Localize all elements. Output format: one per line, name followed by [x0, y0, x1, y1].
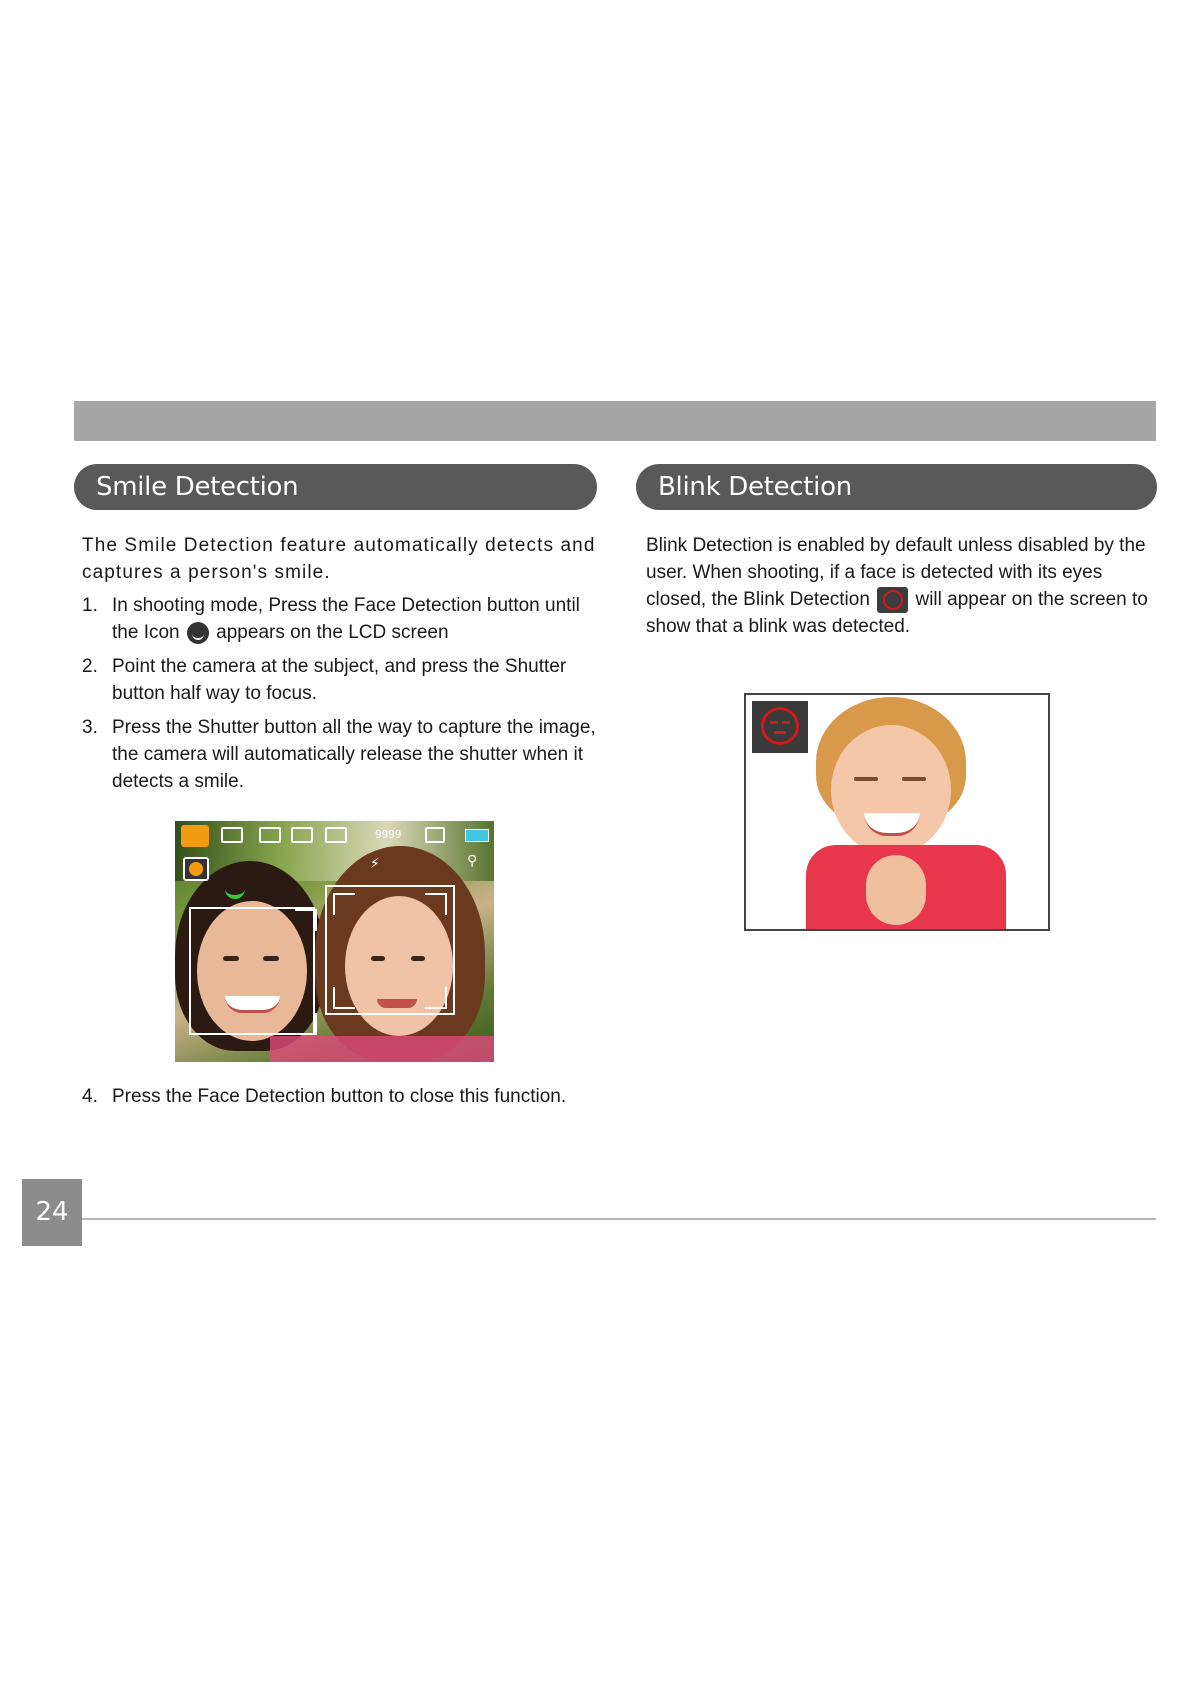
smile-intro: The Smile Detection feature automatically detects and captures a person's smile.: [82, 535, 596, 583]
step-number: 2.: [82, 656, 98, 677]
step-number: 4.: [82, 1086, 98, 1107]
blink-text-part: will appear on the screen to show that a blink was detected.: [646, 589, 1148, 637]
smile-mode-icon: [183, 857, 209, 881]
step-number: 3.: [82, 717, 98, 738]
memory-card-icon: [425, 827, 445, 843]
blink-description: [646, 532, 1156, 640]
step-text: In shooting mode, Press the Face Detection button until the Icon: [112, 595, 580, 643]
smile-section: [82, 532, 597, 802]
blink-example-photo: [744, 693, 1050, 931]
flash-icon: ⚡: [370, 853, 380, 872]
blink-text-part: Blink Detection is enabled by default unless disabled by the user. When shooting, if a face is detected with its eyes closed, the Blink Detection: [646, 535, 1146, 610]
header-band: [74, 401, 1156, 441]
resolution-icon: [291, 827, 313, 843]
step-text: Press the Face Detection button to close this function.: [112, 1086, 567, 1107]
smile-steps-cont: [82, 1083, 597, 1110]
list-item: [82, 592, 597, 646]
camera-lcd-photo: [175, 821, 494, 1062]
quality-icon: [325, 827, 347, 843]
blink-detection-icon: [877, 587, 908, 613]
step-number: 1.: [82, 595, 98, 616]
metering-icon: [259, 827, 281, 843]
step-text: Press the Shutter button all the way to capture the image, the camera will automatically release the shutter when it detects a smile.: [112, 717, 596, 792]
battery-icon: [465, 829, 489, 842]
smile-step-4: [82, 1083, 597, 1117]
smile-face-icon: [187, 622, 209, 644]
step-text: appears on the LCD screen: [216, 622, 449, 643]
blink-detection-heading: Blink Detection: [636, 464, 1157, 510]
list-item: [82, 653, 597, 707]
camera-mode-icon: [181, 825, 209, 847]
blink-warning-icon: [752, 701, 808, 753]
zoom-icon: ⚲: [467, 853, 478, 869]
footer-rule: [82, 1218, 1156, 1220]
step-text: Point the camera at the subject, and press the Shutter button half way to focus.: [112, 656, 567, 704]
shots-remaining: 9999: [375, 828, 402, 841]
smile-steps: [82, 592, 597, 795]
focus-icon: [221, 827, 243, 843]
smile-detection-heading: Smile Detection: [74, 464, 597, 510]
blink-section: [646, 532, 1156, 646]
list-item: [82, 714, 597, 795]
list-item: [82, 1083, 597, 1110]
page-number: 24: [22, 1179, 82, 1246]
